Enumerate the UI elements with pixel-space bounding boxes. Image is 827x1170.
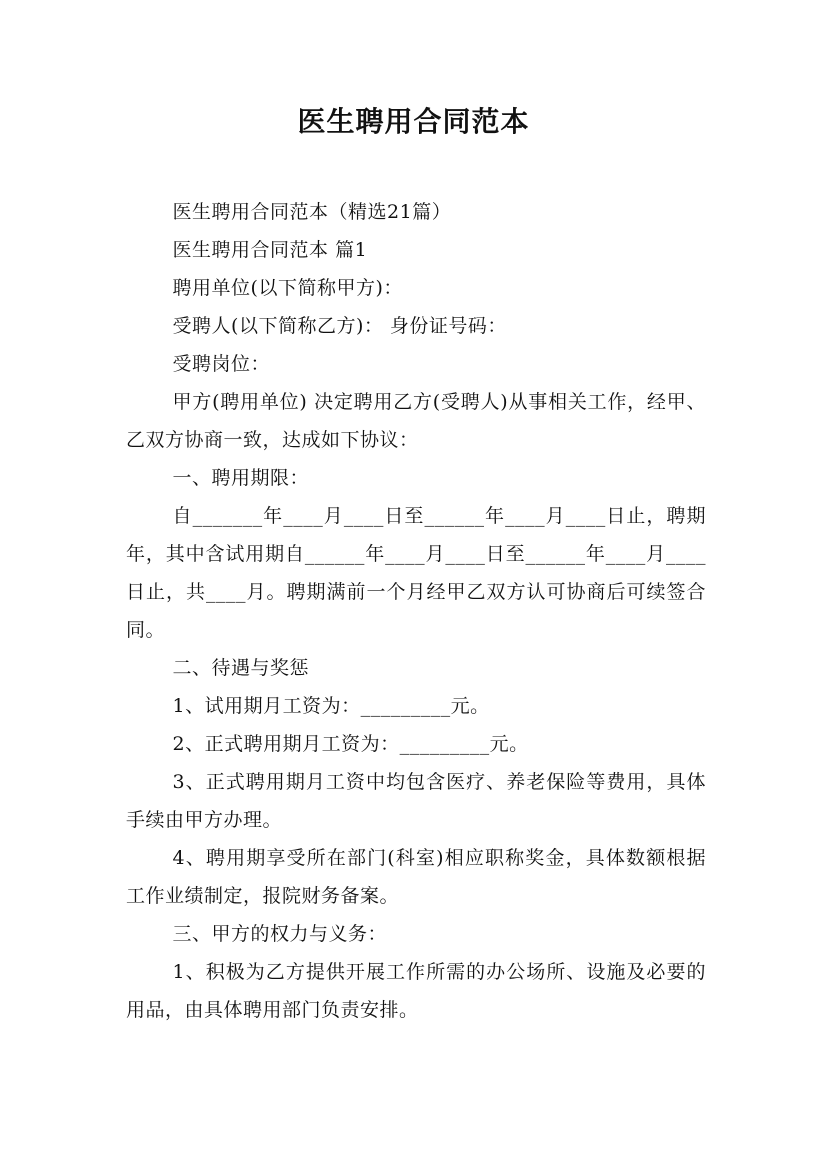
clause-heading-pay: 二、待遇与奖惩 [172, 657, 310, 679]
clause-heading-rights: 三、甲方的权力与义务： [172, 923, 388, 945]
section-heading-part1: 医生聘用合同范本 篇1 [172, 239, 368, 261]
position-line: 受聘岗位： [172, 353, 271, 375]
employer-line: 聘用单位(以下简称甲方)： [172, 277, 403, 299]
document-title: 医生聘用合同范本 [297, 105, 530, 138]
document-body [126, 193, 706, 1029]
pay-item-1: 1、试用期月工资为：_________元。 [172, 695, 490, 717]
subtitle-selection: 医生聘用合同范本（精选21篇） [172, 201, 452, 223]
employee-line: 受聘人(以下简称乙方)： 身份证号码： [172, 315, 507, 337]
intro-paragraph: 甲方(聘用单位) 决定聘用乙方(受聘人)从事相关工作，经甲、乙双方协商一致，达成如下协议： [126, 391, 706, 451]
pay-item-3: 3、正式聘用期月工资中均包含医疗、养老保险等费用，具体手续由甲方办理。 [126, 771, 706, 831]
term-paragraph: 自_______年____月____日至______年____月____日止，聘期 年，其中含试用期自______年____月____日至______年____月____日止，共____月。聘期满前一个月经甲乙双方认可协商后可续签合同。 [126, 505, 706, 641]
pay-item-2: 2、正式聘用期月工资为：_________元。 [172, 733, 529, 755]
pay-item-4: 4、聘用期享受所在部门(科室)相应职称奖金，具体数额根据工作业绩制定，报院财务备案。 [126, 847, 706, 907]
clause-heading-term: 一、聘用期限： [172, 467, 310, 489]
rights-item-1: 1、积极为乙方提供开展工作所需的办公场所、设施及必要的用品，由具体聘用部门负责安排。 [126, 961, 706, 1021]
